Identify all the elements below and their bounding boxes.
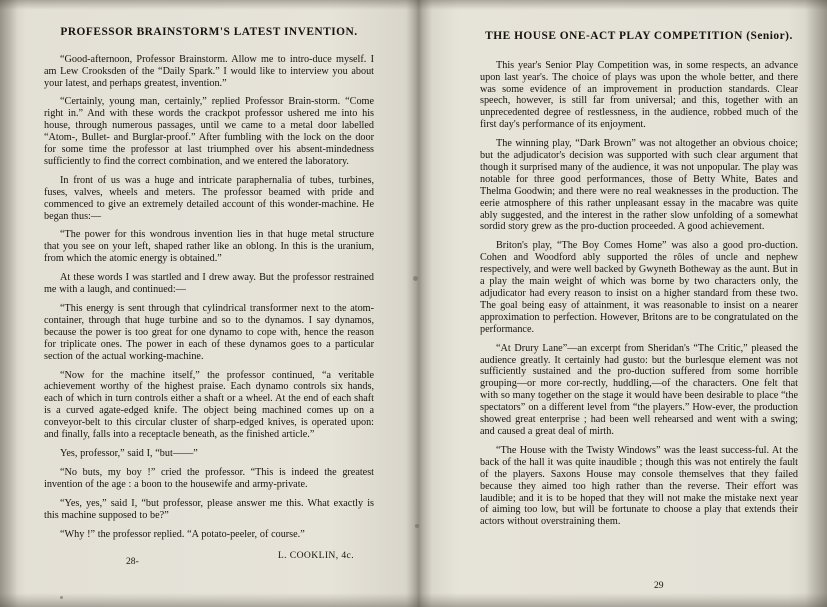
left-page-folio: 28- xyxy=(126,556,139,567)
left-page-heading: PROFESSOR BRAINSTORM'S LATEST INVENTION. xyxy=(60,26,358,38)
left-page-text-column xyxy=(44,26,374,561)
right-page-heading: THE HOUSE ONE-ACT PLAY COMPETITION (Senior). xyxy=(485,30,793,42)
paragraph: In front of us was a huge and intricate paraphernalia of tubes, turbines, fuses, valves, wheels and meters. The professor beamed with pride and commenced to give an extremely detailed account of this wonder-machine. He began thus:— xyxy=(44,174,374,222)
paragraph: At these words I was startled and I drew away. But the professor restrained me with a laugh, and continued:— xyxy=(44,272,374,296)
paragraph: “Yes, yes,” said I, “but professor, please answer me this. What exactly is this machine supposed to be?” xyxy=(44,497,374,521)
article-byline: L. COOKLIN, 4c. xyxy=(277,550,354,562)
paragraph: “Why !” the professor replied. “A potato-peeler, of course.” xyxy=(60,528,305,540)
paragraph: “Certainly, young man, certainly,” replied Professor Brain-storm. “Come right in.” And with these words the crackpot professor ushered me into his house, through numerous passages, until we came to a metal door labelled “Atom-, Bullet- and Burglar-proof.” After fumbling with the lock on the door for some time the professor at last triumphed over his absent-mindedness sufficiently to find the correct combination, and we entered the laboratory. xyxy=(44,96,374,167)
paragraph: “Now for the machine itself,” the professor continued, “a veritable achievement worthy of the highest praise. Each dynamo controls six hands, each of which in turn controls either a shaft or a wheel. At the end of each shaft is a curved agate-edged knife. The object being machined comes up on a conveyor-belt to this circular cluster of sharp-edged knives, is operated upon: and finally, falls into a receptacle beneath, as the finished article.” xyxy=(44,369,374,441)
paper-speck xyxy=(60,596,63,599)
paragraph: “No buts, my boy !” cried the professor. “This is indeed the greatest invention of the age : a boon to the housewife and army-private. xyxy=(44,466,374,490)
paragraph: Briton's play, “The Boy Comes Home” was also a good pro-duction. Cohen and Woodford ably supported the rôles of uncle and nephew respectively, and were well backed by Gwyneth Botheway as the aunt. But in a play the main weight of which was borne by two characters only, the adjudicator had every reason to insist on a higher standard from these two. The goal being easy of attainment, it was reasonable to insist on a nearer approximation to perfection. However, Britons are to be congratulated on the performance. xyxy=(480,240,798,335)
paragraph: “This energy is sent through that cylindrical transformer next to the atom-container, through that huge turbine and so to the dynamos. I say dynamos, because the power is too great for one dynamo to cope with, hence the reason for triplicate ones. The power in each of these dynamos goes to a particular section of the actual working-machine. xyxy=(44,303,374,362)
paragraph: This year's Senior Play Competition was, in some respects, an advance upon last year's. The choice of plays was upon the whole better, and there was some evidence of an improvement in production standards. Clear speech, however, is still far from universal; and this, together with an unprecedented degree of restlessness, in the audience, robbed much of the first day's performance of its enjoyment. xyxy=(480,59,798,131)
paragraph: The winning play, “Dark Brown” was not altogether an obvious choice; but the adjudicator's decision was supported with such clear argument that though it surprised many of the audience, it was not unpopular. The play was notable for three good performances, those of Betty White, Bates and Thelma Goodwin; and there were no real weaknesses in the production. The eerie atmosphere of this rather unpleasant essay in the macabre was quite ably suggested, and the interest in the rather slow unfolding of a somewhat sordid story grew as the pro-duction proceeded. A good achievement. xyxy=(480,138,798,233)
paragraph: “At Drury Lane”—an excerpt from Sheridan's “The Critic,” pleased the audience greatly. It certainly had gusto: but the burlesque element was not sufficiently sustained and the pro-duction suffered from some horrible grouping—or more cor-rectly, huddling,—of the characters. One felt that with so many together on the stage it would have been desirable to place “the spectators” on a different level from “the players.” How-ever, the production showed great enterprise ; had been well rehearsed and went with a swing; and caused a great deal of mirth. xyxy=(480,342,798,437)
right-page-text-column xyxy=(480,30,798,535)
paragraph: Yes, professor,” said I, “but——” xyxy=(60,447,198,459)
paragraph: “The power for this wondrous invention lies in that huge metal structure that you see on your left, shaped rather like an oblong. In this is the uranium, from which the atomic energy is obtained.” xyxy=(44,229,374,265)
paragraph: “The House with the Twisty Windows” was the least success-ful. At the back of the hall it was quite inaudible ; though this was not entirely the fault of the players. Saxons House may console themselves that they failed because they aimed too high rather than the reverse. Their effort was laudible; and it is to be hoped that they will not make the mistake next year of aiming too low, but will be fortunate to choose a play that extends their actors without overstraining them. xyxy=(480,444,798,528)
paper-speck xyxy=(413,276,418,281)
paper-speck xyxy=(415,524,419,528)
right-page-folio: 29 xyxy=(654,580,664,591)
paragraph: “Good-afternoon, Professor Brainstorm. Allow me to intro-duce myself. I am Lew Crooksden of the “Daily Spark.” I would like to interview you about your latest, and perhaps greatest, invention.” xyxy=(44,53,374,89)
